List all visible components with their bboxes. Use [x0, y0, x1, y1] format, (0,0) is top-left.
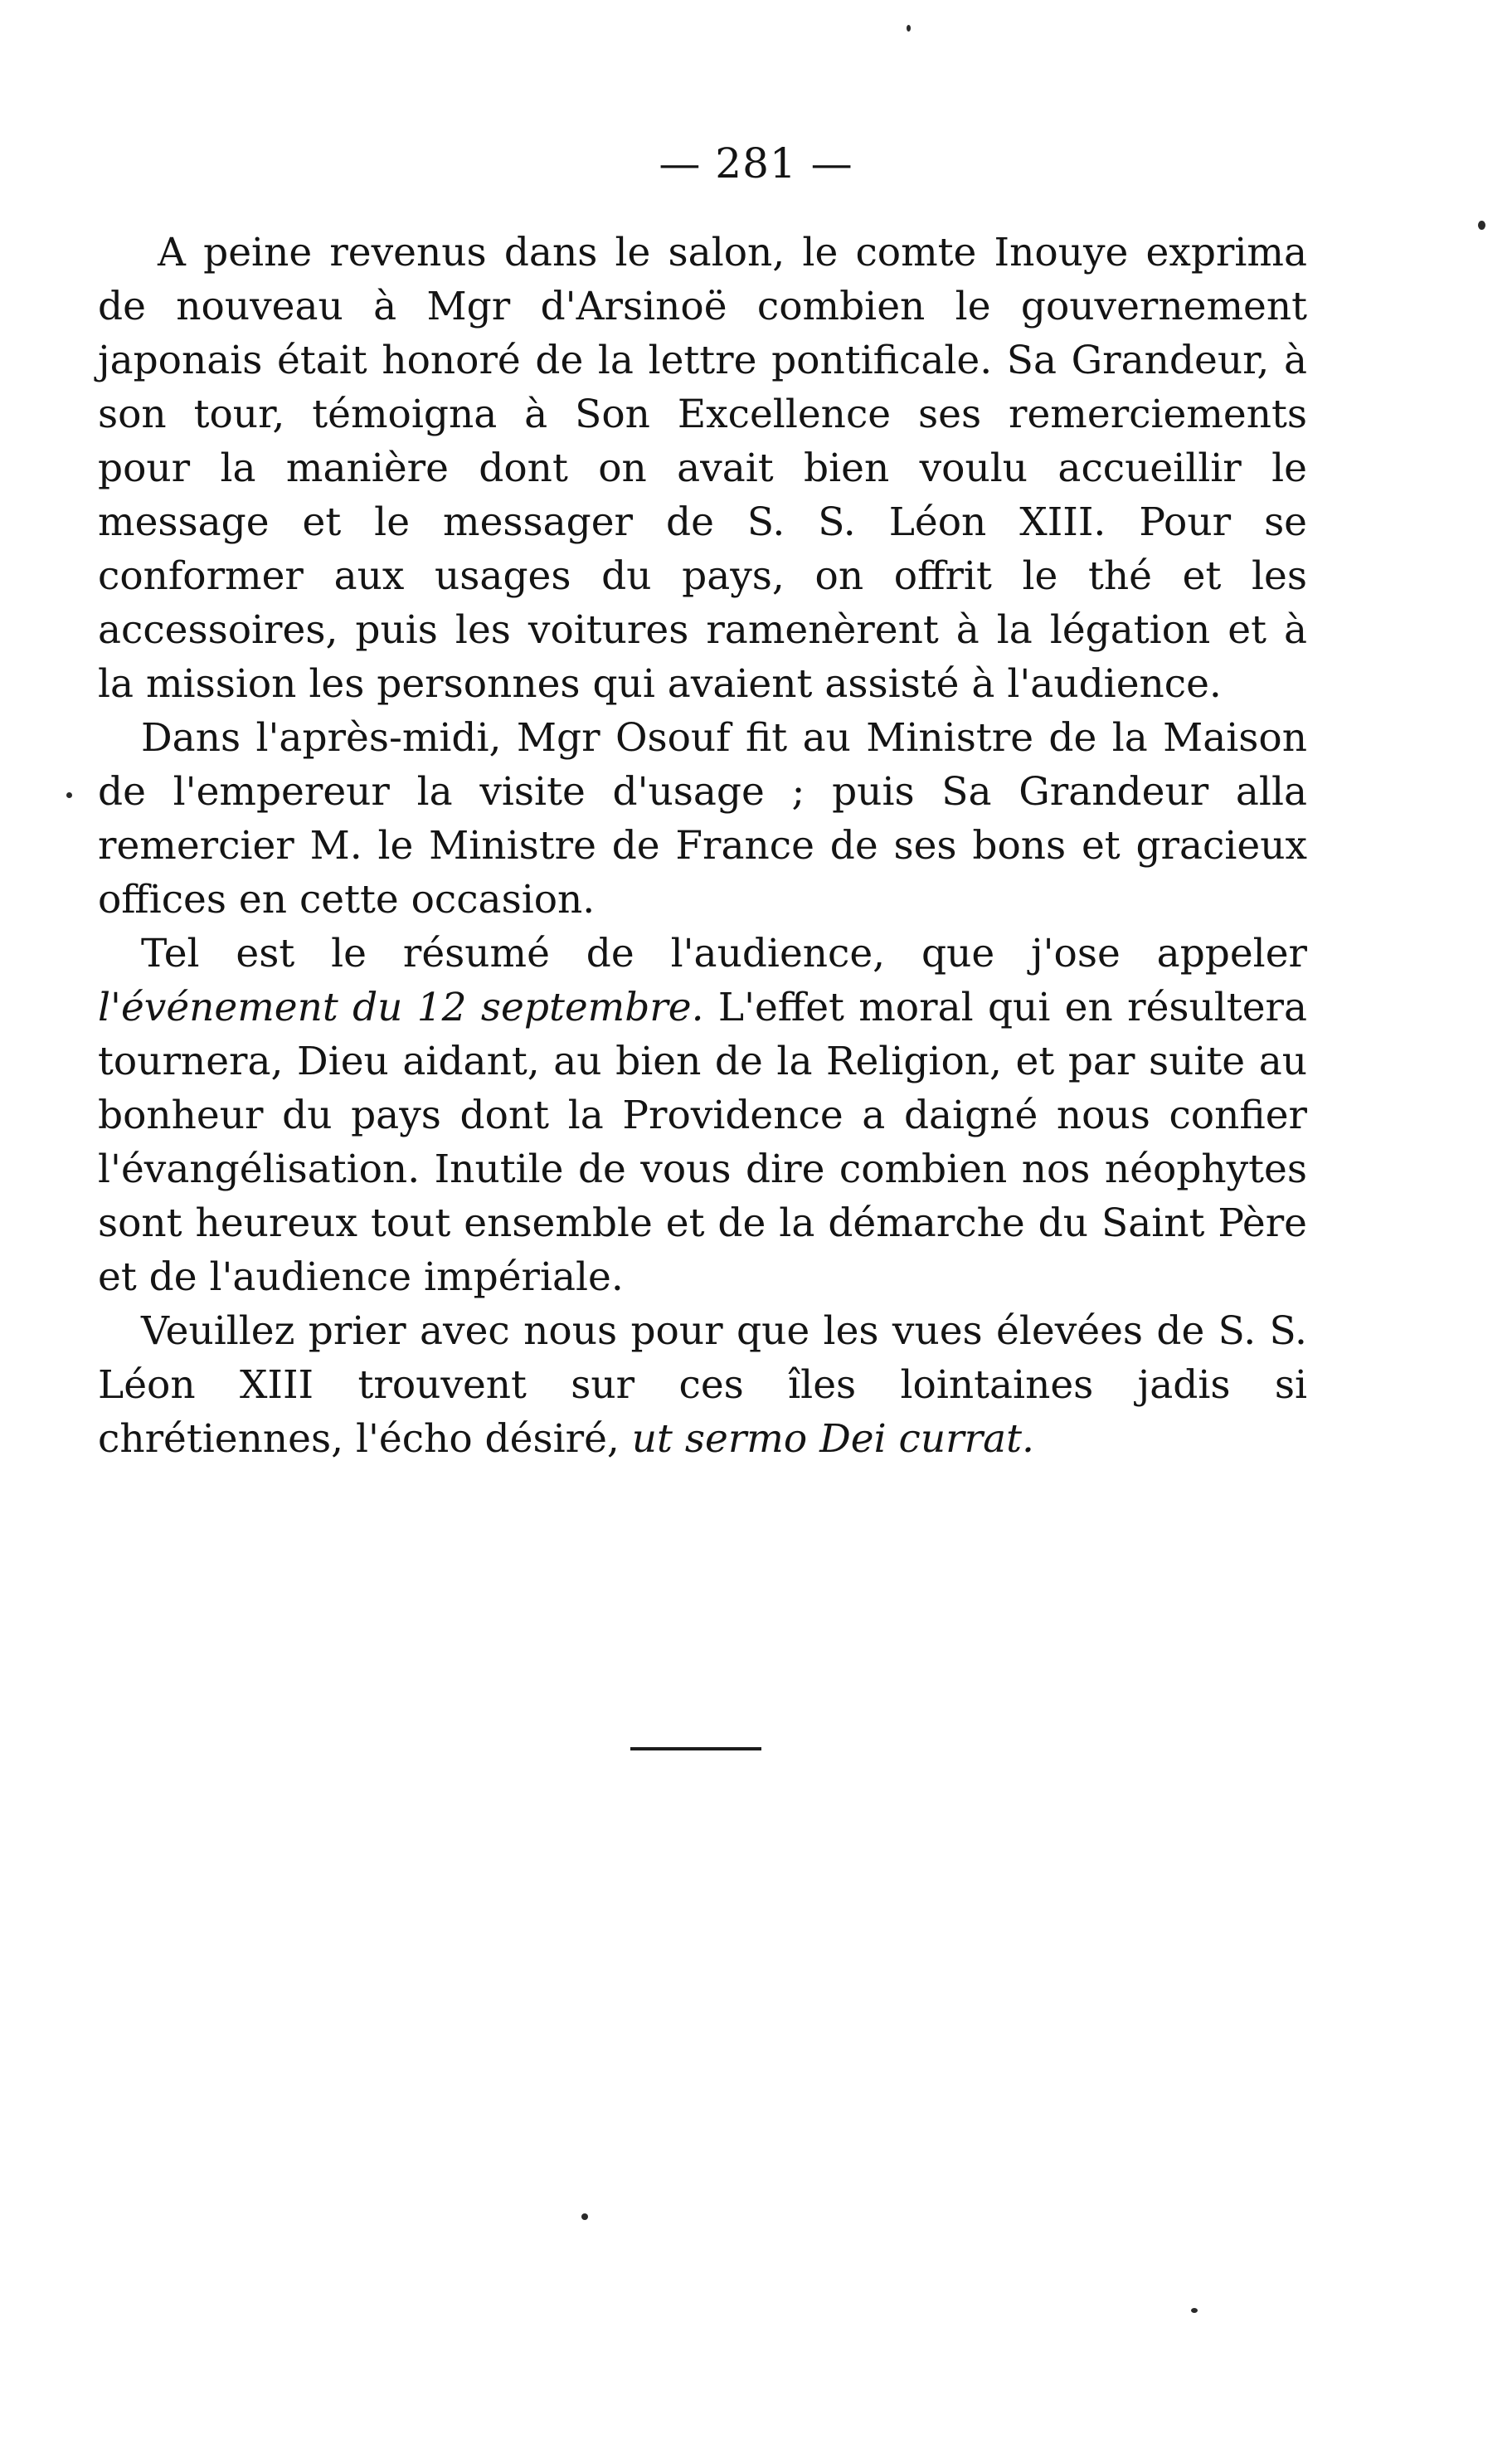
- paragraph-3-text-end: L'effet moral qui en résultera tournera, Dieu aidant, au bien de la Religion, et par suite au bonheur du pays dont la Providence a daigné nous confier l'évangélisation. Inutile de vous dire combien nos néophytes sont heureux tout ensemble et de la démarche du Saint Père et de l'audience impériale.: [98, 985, 1307, 1300]
- scan-speck: [66, 792, 72, 798]
- scan-speck: [907, 25, 911, 32]
- end-rule: [630, 1747, 761, 1750]
- body-text: [98, 226, 1307, 1466]
- page-number: — 281 —: [659, 139, 853, 187]
- scan-speck: [1191, 2308, 1198, 2313]
- paragraph-4-text: Veuillez prier avec nous pour que les vues élevées de S. S. Léon XIII trouvent sur ces îles lointaines jadis si chrétiennes, l'écho désiré,: [98, 1308, 1307, 1462]
- paragraph-4-italic: ut sermo Dei currat.: [631, 1416, 1034, 1462]
- paragraph-2: Dans l'après-midi, Mgr Osouf fit au Ministre de la Maison de l'empereur la visite d'usage ; puis Sa Grandeur alla remercier M. le Ministre de France de ses bons et gracieux offices en cette occasion.: [98, 715, 1307, 923]
- paragraph-4: [98, 1304, 1307, 1466]
- scan-speck: [1478, 221, 1485, 230]
- scan-speck: [581, 2213, 588, 2220]
- paragraph-3-italic: l'événement du 12 septembre.: [98, 985, 704, 1030]
- paragraph-3-text: Tel est le résumé de l'audience, que j'ose appeler: [141, 931, 1307, 976]
- paragraph-3: [98, 927, 1307, 1304]
- paragraph-1: A peine revenus dans le salon, le comte Inouye exprima de nouveau à Mgr d'Arsinoë combien le gouvernement japonais était honoré de la lettre pontificale. Sa Grandeur, à son tour, témoigna à Son Excellence ses remerciements pour la manière dont on avait bien voulu accueillir le message et le messager de S. S. Léon XIII. Pour se conformer aux usages du pays, on offrit le thé et les accessoires, puis les voitures ramenèrent à la légation et à la mission les personnes qui avaient assisté à l'audience.: [98, 230, 1307, 707]
